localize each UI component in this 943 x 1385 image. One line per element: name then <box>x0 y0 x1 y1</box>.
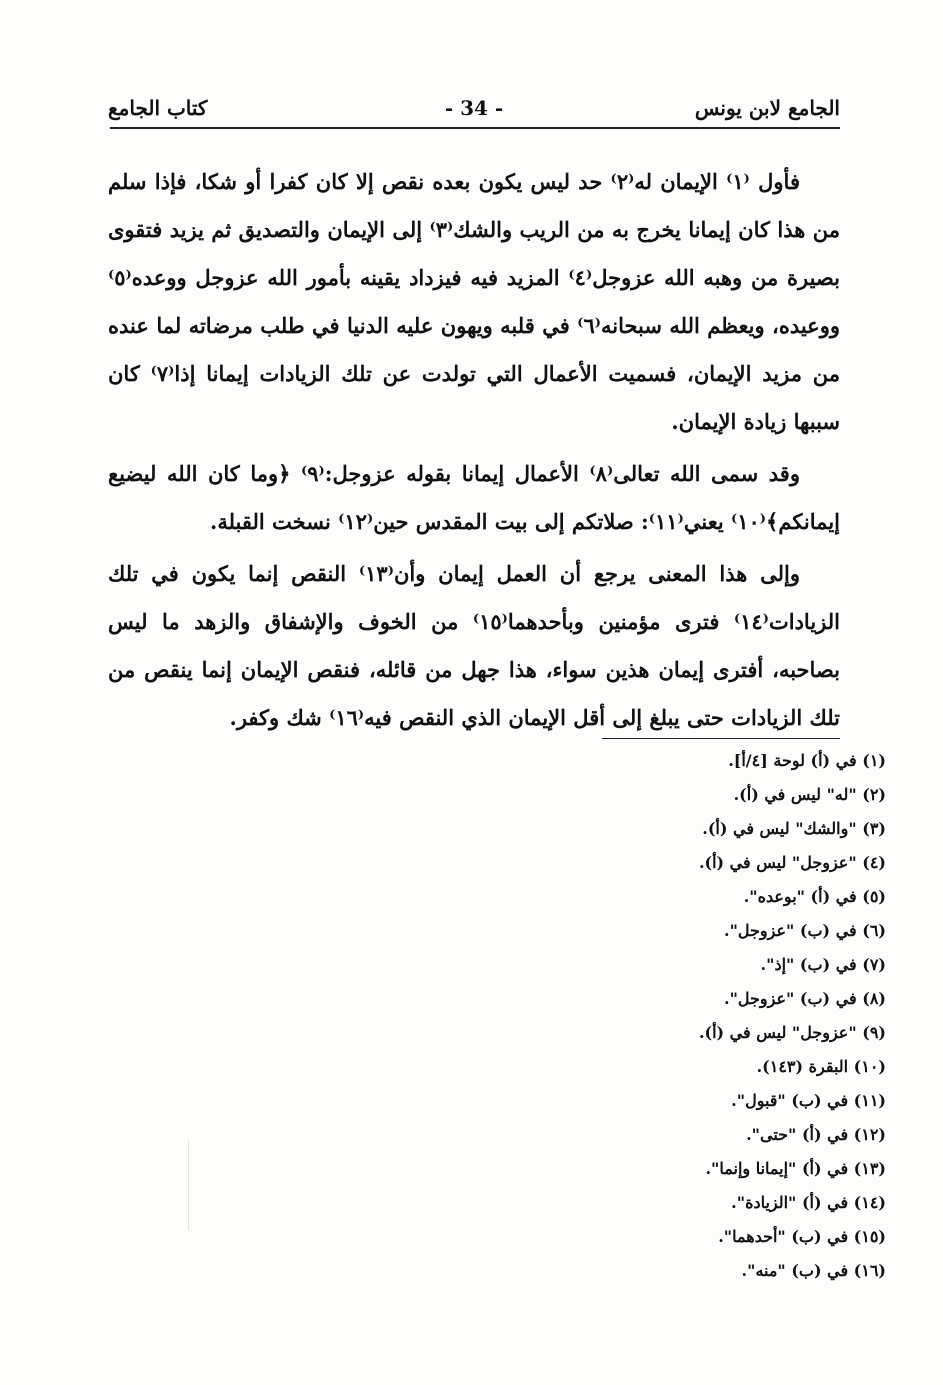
footnote: (٤) "عزوجل" ليس في (أ). <box>698 853 886 872</box>
footnote: (٩) "عزوجل" ليس في (أ). <box>698 1023 886 1042</box>
footnote: (٦) في (ب) "عزوجل". <box>724 921 886 940</box>
paragraph: وقد سمى الله تعالى⁽٨⁾ الأعمال إيمانا بقوله عزوجل:⁽٩⁾ ﴿وما كان الله ليضيع إيمانكم﴾⁽١٠⁾ يعني⁽١١⁾: صلاتكم إلى بيت المقدس حين⁽١٢⁾ نسخت القبلة. <box>108 461 840 534</box>
scan-artifact <box>188 1140 189 1230</box>
footnote: (١٥) في (ب) "أحدهما". <box>718 1227 886 1246</box>
footnote: (٢) "له" ليس في (أ). <box>733 785 886 804</box>
header-divider <box>110 127 840 129</box>
footnote: (١) في (أ) لوحة [٤/أ]. <box>728 751 886 770</box>
main-text <box>108 158 840 742</box>
chapter-title: كتاب الجامع <box>108 96 208 120</box>
book-title: الجامع لابن يونس <box>694 96 840 120</box>
footnotes <box>400 744 886 1288</box>
footnote: (٧) في (ب) "إذ". <box>760 955 886 974</box>
footnote: (١٠) البقرة (١٤٣). <box>756 1057 886 1076</box>
page-header <box>108 96 840 126</box>
footnote-divider <box>602 738 840 739</box>
footnote: (١١) في (ب) "قبول". <box>731 1091 886 1110</box>
footnote: (٨) في (ب) "عزوجل". <box>724 989 886 1008</box>
footnote: (١٣) في (أ) "إيمانا وإنما". <box>705 1159 886 1178</box>
paragraph: وإلى هذا المعنى يرجع أن العمل إيمان وأن⁽١٣⁾ النقص إنما يكون في تلك الزيادات⁽١٤⁾ فترى مؤمنين وبأحدهما⁽١٥⁾ من الخوف والإشفاق والزهد ما ليس بصاحبه، أفترى إيمان هذين سواء، هذا جهل من قائله، فنقص الإيمان إنما ينقص من تلك الزيادات حتى يبلغ إلى أقل الإيمان الذي النقص فيه⁽١٦⁾ شك وكفر. <box>108 561 840 730</box>
footnote: (١٤) في (أ) "الزيادة". <box>731 1193 886 1212</box>
page-number: - 34 - <box>444 96 504 120</box>
footnote: (١٦) في (ب) "منه". <box>741 1261 886 1280</box>
footnote: (٣) "والشك" ليس في (أ). <box>702 819 886 838</box>
footnote: (٥) في (أ) "بوعده". <box>743 887 886 906</box>
footnote: (١٢) في (أ) "حتى". <box>746 1125 886 1144</box>
paragraph: فأول ⁽١⁾ الإيمان له⁽٢⁾ حد ليس يكون بعده نقص إلا كان كفرا أو شكا، فإذا سلم من هذا كان إيمانا يخرج به من الريب والشك⁽٣⁾ إلى الإيمان والتصديق ثم يزيد فتقوى بصيرة من وهبه الله عزوجل⁽٤⁾ المزيد فيه فيزداد يقينه بأمور الله عزوجل ووعده⁽٥⁾ ووعيده، ويعظم الله سبحانه⁽٦⁾ في قلبه ويهون عليه الدنيا في طلب مرضاته لما عنده من مزيد الإيمان، فسميت الأعمال التي تولدت عن تلك الزيادات إيمانا إذا⁽٧⁾ كان سببها زيادة الإيمان. <box>108 169 840 434</box>
